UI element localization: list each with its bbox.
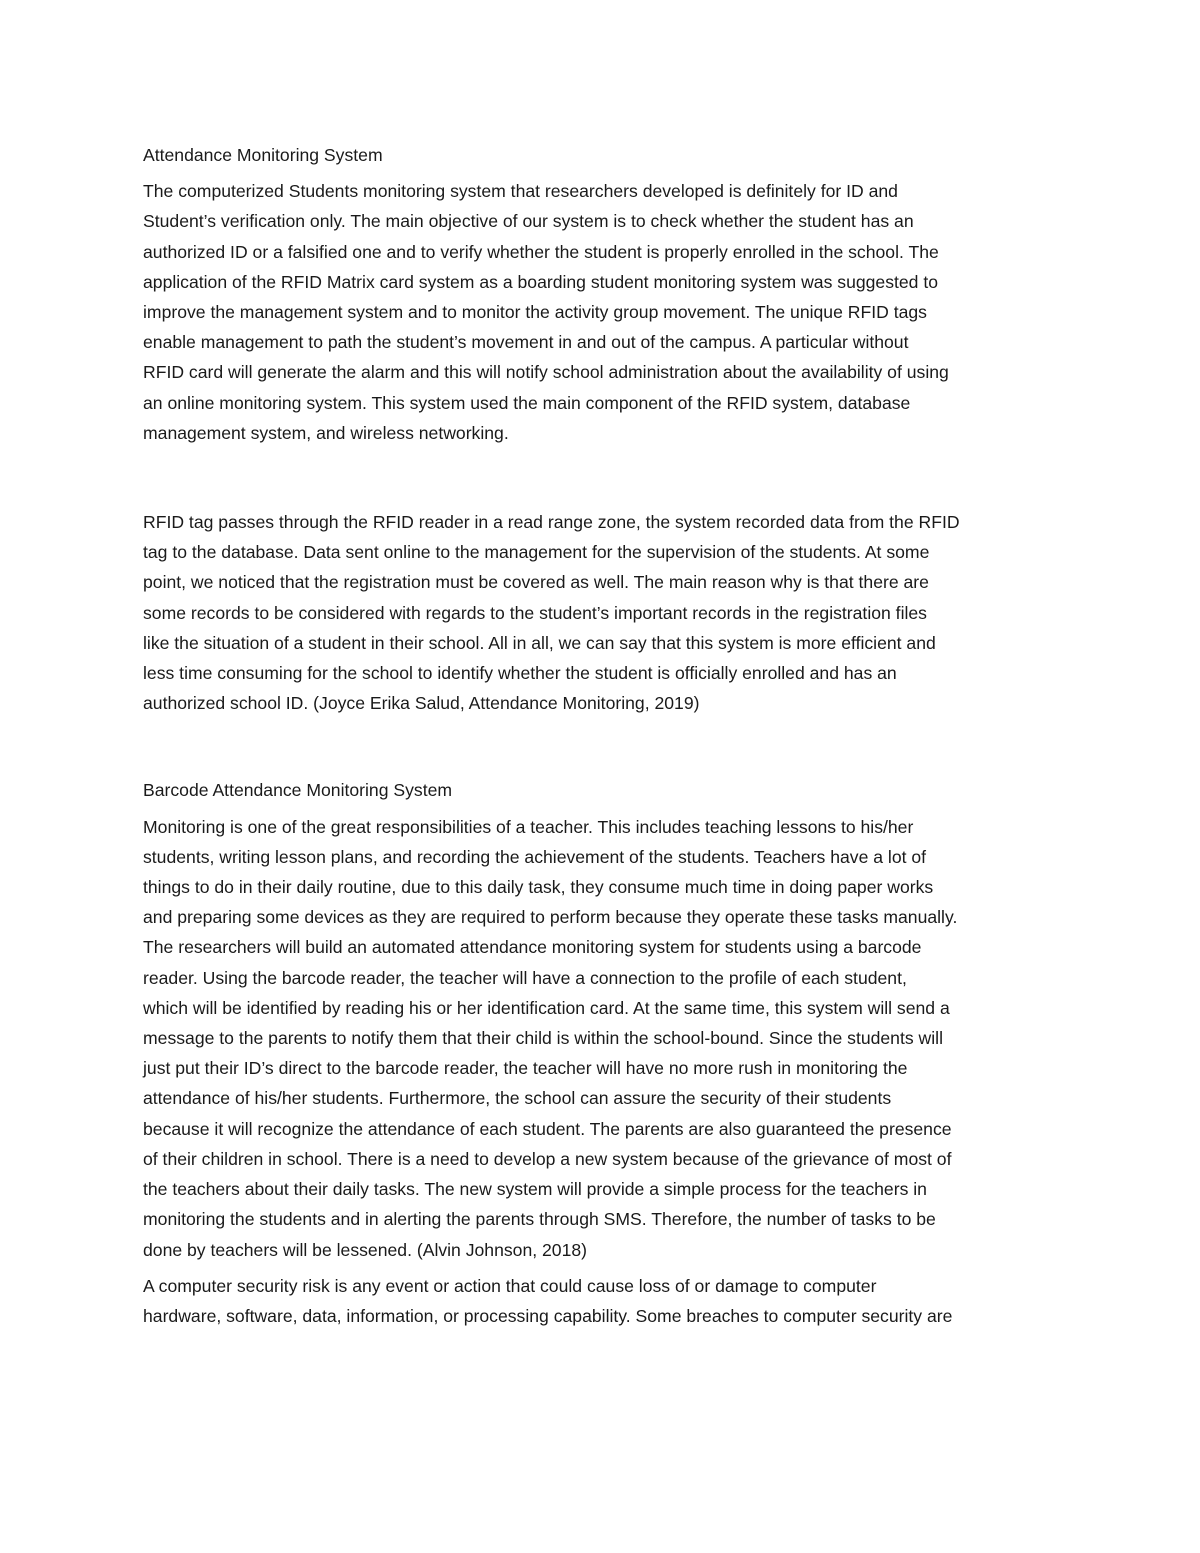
text-line: hardware, software, data, information, or processing capability. Some breaches to computer security are bbox=[143, 1305, 953, 1326]
text-line: enable management to path the student’s movement in and out of the campus. A particular without bbox=[143, 332, 909, 353]
text-line: The computerized Students monitoring system that researchers developed is definitely for ID and bbox=[143, 181, 898, 202]
text-line: tag to the database. Data sent online to the management for the supervision of the students. At some bbox=[143, 542, 930, 563]
text-line: just put their ID’s direct to the barcode reader, the teacher will have no more rush in monitoring the bbox=[143, 1058, 908, 1079]
text-line: of their children in school. There is a need to develop a new system because of the grievance of most of bbox=[143, 1148, 952, 1169]
text-line: like the situation of a student in their school. All in all, we can say that this system is more efficient and bbox=[143, 632, 936, 653]
text-line: RFID tag passes through the RFID reader in a read range zone, the system recorded data from the RFID bbox=[143, 512, 960, 533]
text-line: authorized school ID. (Joyce Erika Salud, Attendance Monitoring, 2019) bbox=[143, 693, 700, 714]
text-line: things to do in their daily routine, due to this daily task, they consume much time in doing paper works bbox=[143, 877, 934, 898]
text-line: Monitoring is one of the great responsibilities of a teacher. This includes teaching lessons to his/her bbox=[143, 816, 914, 837]
paragraph-attendance-intro bbox=[143, 176, 1063, 448]
text-line: less time consuming for the school to identify whether the student is officially enrolled and has an bbox=[143, 663, 897, 684]
paragraph-rfid bbox=[143, 507, 1063, 718]
text-line: authorized ID or a falsified one and to verify whether the student is properly enrolled in the school. The bbox=[143, 241, 939, 262]
text-line: improve the management system and to monitor the activity group movement. The unique RFID tags bbox=[143, 302, 927, 323]
text-line: an online monitoring system. This system used the main component of the RFID system, database bbox=[143, 392, 911, 413]
text-line: reader. Using the barcode reader, the teacher will have a connection to the profile of each student, bbox=[143, 967, 907, 988]
text-line: point, we noticed that the registration must be covered as well. The main reason why is that there are bbox=[143, 572, 929, 593]
text-line: attendance of his/her students. Furthermore, the school can assure the security of their students bbox=[143, 1088, 892, 1109]
text-line: The researchers will build an automated attendance monitoring system for students using a barcode bbox=[143, 937, 922, 958]
text-line: message to the parents to notify them that their child is within the school-bound. Since the students will bbox=[143, 1028, 943, 1049]
text-line: and preparing some devices as they are required to perform because they operate these tasks manually. bbox=[143, 907, 958, 928]
text-line: which will be identified by reading his or her identification card. At the same time, this system will send a bbox=[143, 997, 950, 1018]
text-line: some records to be considered with regards to the student’s important records in the registration files bbox=[143, 602, 927, 623]
section-heading-attendance: Attendance Monitoring System bbox=[143, 145, 383, 165]
text-line: A computer security risk is any event or action that could cause loss of or damage to computer bbox=[143, 1275, 877, 1296]
text-line: Student’s verification only. The main objective of our system is to check whether the student has an bbox=[143, 211, 914, 232]
text-line: RFID card will generate the alarm and this will notify school administration about the availability of using bbox=[143, 362, 949, 383]
text-line: students, writing lesson plans, and recording the achievement of the students. Teachers have a lot of bbox=[143, 846, 927, 867]
text-line: the teachers about their daily tasks. The new system will provide a simple process for the teachers in bbox=[143, 1179, 927, 1200]
text-line: done by teachers will be lessened. (Alvin Johnson, 2018) bbox=[143, 1239, 588, 1260]
text-line: application of the RFID Matrix card system as a boarding student monitoring system was suggested to bbox=[143, 271, 939, 292]
section-heading-barcode: Barcode Attendance Monitoring System bbox=[143, 780, 453, 801]
paragraph-security-risk bbox=[143, 1271, 1063, 1331]
document-body bbox=[143, 140, 1063, 1331]
text-line: because it will recognize the attendance of each student. The parents are also guaranteed the presence bbox=[143, 1118, 952, 1139]
paragraph-barcode bbox=[143, 812, 1063, 1265]
text-line: management system, and wireless networking. bbox=[143, 422, 509, 443]
text-line: monitoring the students and in alerting the parents through SMS. Therefore, the number of tasks to be bbox=[143, 1209, 936, 1230]
